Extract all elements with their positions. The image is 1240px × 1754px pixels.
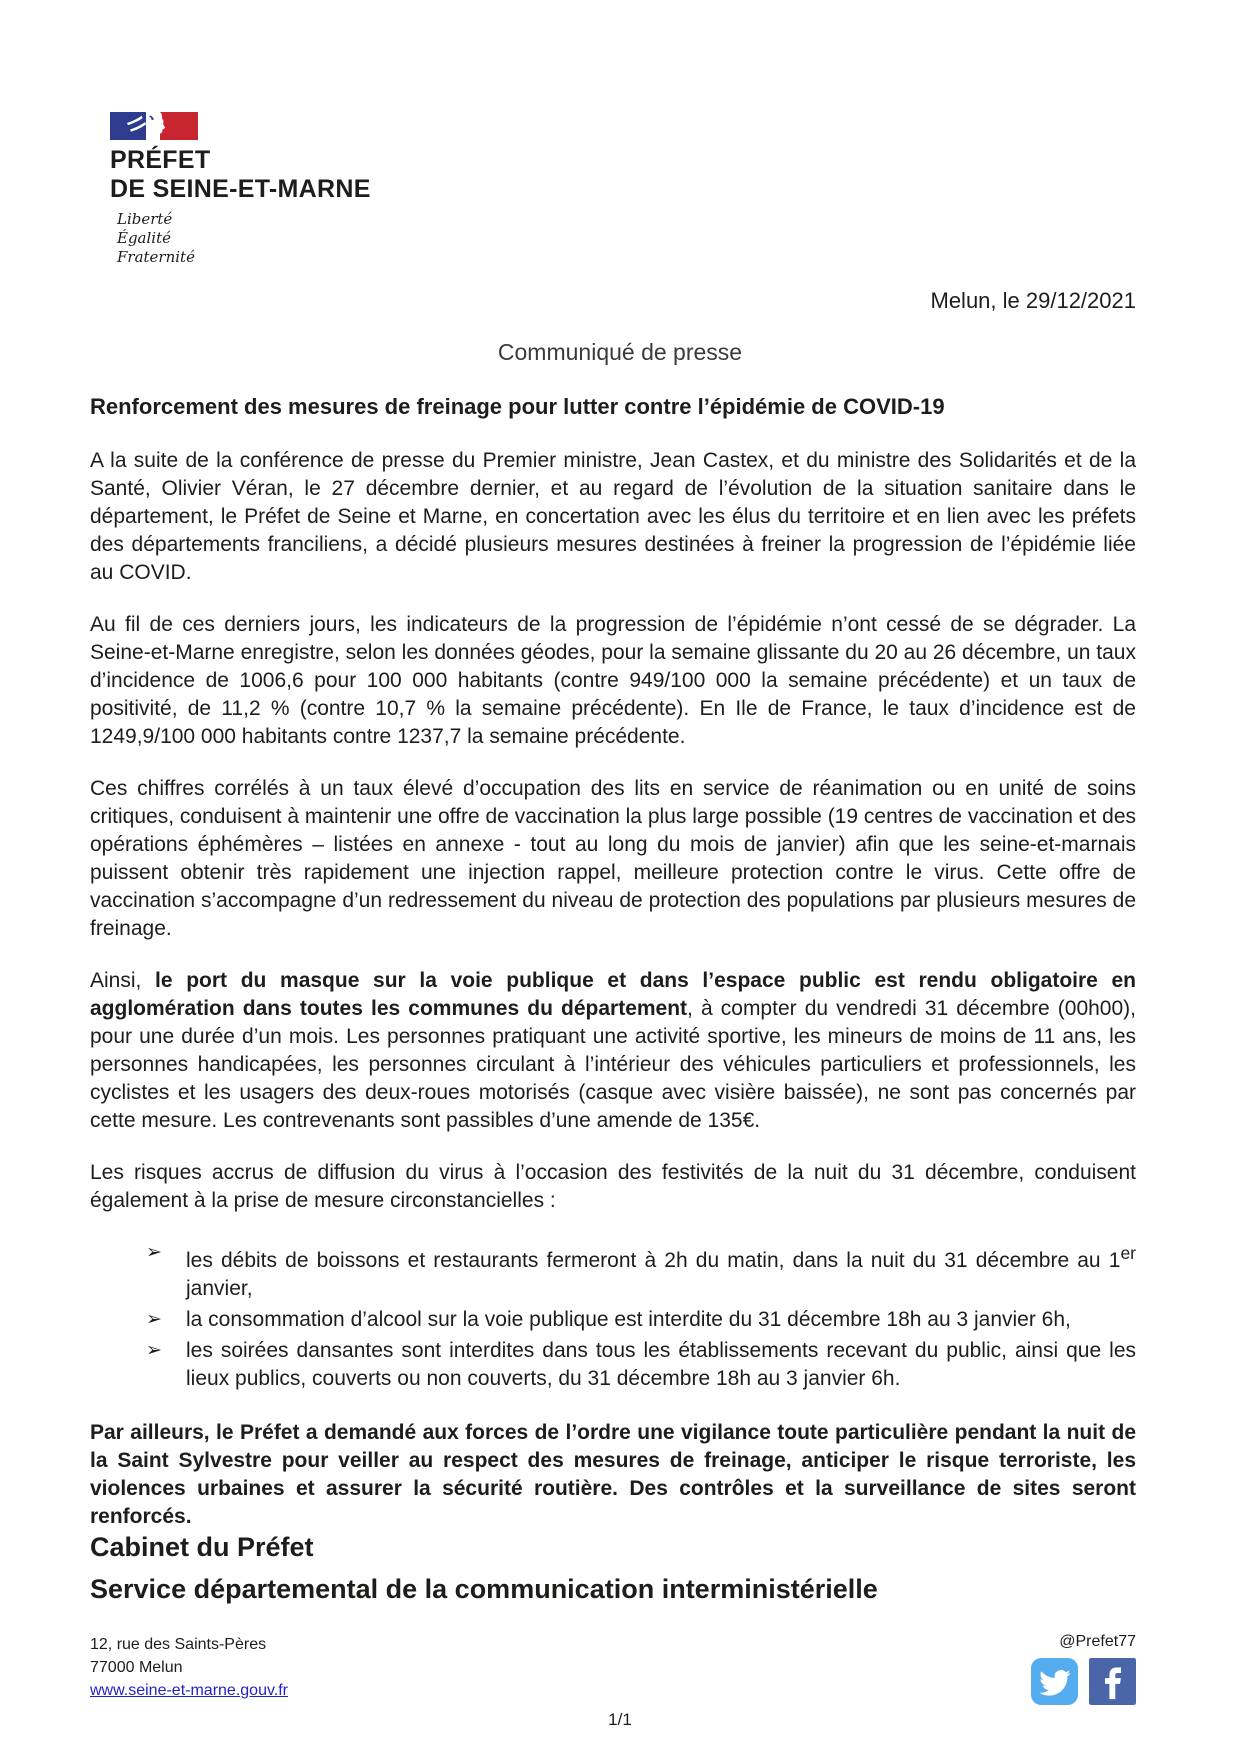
- footer-service-heading: [90, 1526, 878, 1610]
- footer-service-line2: Service départemental de la communication interministérielle: [90, 1574, 878, 1604]
- paragraph-indicators: Au fil de ces derniers jours, les indicateurs de la progression de l’épidémie n’ont cessé de se dégrader. La Seine-et-Marne enregistre, selon les données géodes, pour la semaine glissante du 20 au 26 décembre, un taux d’incidence de 1006,6 pour 100 000 habitants (contre 949/100 000 la semaine précédente) et un taux de positivité, de 11,2 % (contre 10,7 % la semaine précédente). En Ile de France, le taux d’incidence est de 1249,9/100 000 habitants contre 1237,7 la semaine précédente.: [90, 613, 1136, 748]
- address-city: 77000 Melun: [90, 1659, 183, 1676]
- prefecture-name-line1: PRÉFET: [110, 146, 211, 174]
- twitter-handle: @Prefet77: [1059, 1633, 1136, 1650]
- motto-egalite: Égalité: [117, 229, 171, 247]
- press-release-title: Renforcement des mesures de freinage pour lutter contre l’épidémie de COVID-19: [90, 394, 945, 419]
- social-icons: [1031, 1658, 1136, 1705]
- document-type-label: Communiqué de presse: [497, 339, 743, 365]
- motto-liberte: Liberté: [117, 210, 173, 228]
- prefecture-name-line2: DE SEINE-ET-MARNE: [110, 175, 371, 203]
- facebook-icon[interactable]: [1089, 1658, 1136, 1705]
- footer-social: [1031, 1633, 1136, 1705]
- footer-service-line1: Cabinet du Préfet: [90, 1532, 314, 1562]
- arrow-bullet-icon: ➢: [146, 1242, 162, 1263]
- list-item-text: les soirées dansantes sont interdites dans tous les établissements recevant du public, ainsi que les lieux publics, couverts ou non couverts, du 31 décembre 18h au 3 janvier 6h.: [186, 1339, 1136, 1390]
- website-link[interactable]: www.seine-et-marne.gouv.fr: [90, 1682, 288, 1699]
- list-item: [90, 1239, 1136, 1303]
- republic-motto: [117, 210, 371, 267]
- paragraph-intro: A la suite de la conférence de presse du Premier ministre, Jean Castex, et du ministre des Solidarités et de la Santé, Olivier Véran, le 27 décembre dernier, et au regard de l’évolution de la situation sanitaire dans le département, le Préfet de Seine et Marne, en concertation avec les élus du territoire et en lien avec les préfets des départements franciliens, a décidé plusieurs mesures destinées à freiner la progression de l’épidémie liée au COVID.: [90, 449, 1136, 584]
- dateline: Melun, le 29/12/2021: [930, 288, 1136, 313]
- paragraph-vaccination: Ces chiffres corrélés à un taux élevé d’occupation des lits en service de réanimation ou en unité de soins critiques, conduisent à maintenir une offre de vaccination la plus large possible (19 centres de vaccination et des opérations éphémères – listées en annexe - tout au long du mois de janvier) afin que les seine-et-marnais puissent obtenir très rapidement une injection rappel, meilleure protection contre le virus. Cette offre de vaccination s’accompagne d’un redressement du niveau de protection des populations par plusieurs mesures de freinage.: [90, 777, 1136, 940]
- paragraph-mask-obligation: Ainsi, le port du masque sur la voie publique et dans l’espace public est rendu obligatoire en agglomération dans toutes les communes du département, à compter du vendredi 31 décembre (00h00), pour une durée d’un mois. Les personnes pratiquant une activité sportive, les mineurs de moins de 11 ans, les personnes handicapées, les personnes circulant à l’intérieur des véhicules particuliers et professionnels, les cyclistes et les usagers des deux-roues motorisés (casque avec visière baissée), ne sont pas concernés par cette mesure. Les contrevenants sont passibles d’une amende de 135€.: [90, 969, 1137, 1132]
- arrow-bullet-icon: ➢: [146, 1340, 162, 1361]
- french-flag-marianne-icon: [110, 112, 198, 140]
- paragraph-security: Par ailleurs, le Préfet a demandé aux forces de l’ordre une vigilance toute particulière pendant la nuit de la Saint Sylvestre pour veiller au respect des mesures de freinage, anticiper le risque terroriste, les violences urbaines et assurer la sécurité routière. Des contrôles et la surveillance de sites seront renforcés.: [90, 1421, 1136, 1528]
- motto-fraternite: Fraternité: [117, 248, 195, 266]
- prefecture-logo: [110, 112, 371, 267]
- list-item-text: la consommation d’alcool sur la voie publique est interdite du 31 décembre 18h au 3 janvier 6h,: [186, 1308, 1071, 1331]
- paragraph-nye-risks: Les risques accrus de diffusion du virus à l’occasion des festivités de la nuit du 31 décembre, conduisent également à la prise de mesure circonstancielles :: [90, 1161, 1136, 1212]
- footer-address: [90, 1633, 288, 1702]
- page-number: 1/1: [608, 1710, 632, 1729]
- press-release-body: [90, 394, 1136, 1555]
- arrow-bullet-icon: ➢: [146, 1309, 162, 1330]
- measures-list: [90, 1239, 1136, 1393]
- list-item: [90, 1306, 1136, 1334]
- twitter-icon[interactable]: [1031, 1658, 1078, 1705]
- list-item-text: les débits de boissons et restaurants fermeront à 2h du matin, dans la nuit du 31 décembre au 1er janvier,: [186, 1243, 1136, 1300]
- address-street: 12, rue des Saints-Pères: [90, 1636, 267, 1653]
- list-item: [90, 1337, 1136, 1393]
